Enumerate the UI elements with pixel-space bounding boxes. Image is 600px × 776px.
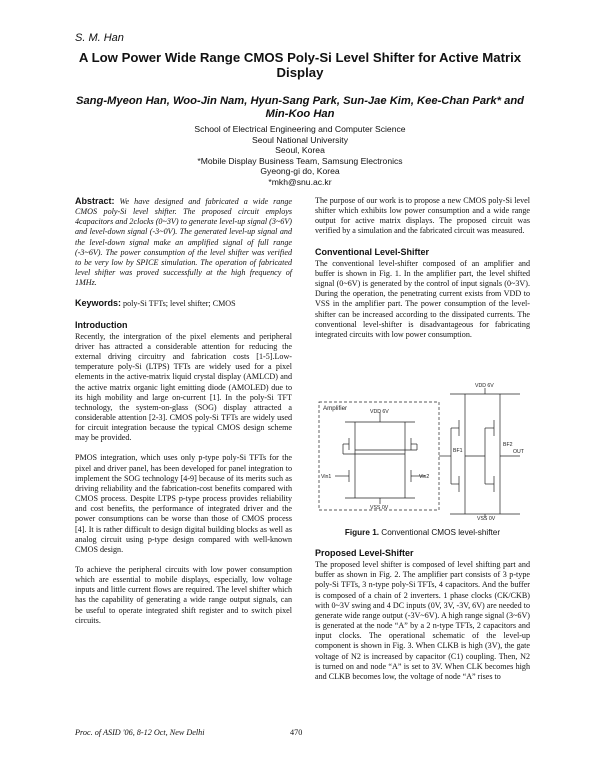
- paper-title: A Low Power Wide Range CMOS Poly-Si Level Shifter for Active Matrix Display: [78, 50, 522, 80]
- affiliation-line: School of Electrical Engineering and Computer Science: [194, 124, 406, 134]
- proposed-section: [315, 548, 530, 692]
- amplifier-box: [319, 402, 439, 510]
- bf1-label: BF1: [453, 448, 463, 454]
- abstract: [75, 196, 292, 288]
- vdd-inner-label: VDD 6V: [370, 409, 389, 415]
- conventional-paragraph: The conventional level-shifter composed of an amplifier and buffer is shown in Fig. 1. In the amplifier part, the level shifted signal (0~6V) is generated by the control of input signals (0~3V). During the operation, the penetrating current exists from VDD to VSS in the amplifier part. The power consumption of the level-shifter can be increased according to the dissipated currents. The conventional level-shifter is disadvantageous for fabricating integrated circuits with low power consumption.: [315, 258, 530, 339]
- keywords-text: poly-Si TFTs; level shifter; CMOS: [123, 299, 236, 309]
- intro-paragraph-1: Recently, the intergration of the pixel elements and peripheral driver has attracted a considerable attention for reducing the external driving circuitry and fabrication costs [1-5].Low-temperature poly-Si (LTPS) TFTs are widely used for a pixel elements in the active-matrix liquid crystal display (AMLCD) and the active matrix organic light emitting diode (AMOLED) due to its high mobility and large on-current [1]. In the poly-Si TFT technology, the system-on-glass (SOG) display attracted a considerable attention [2-3]. CMOS poly-Si TFTs are widely used for circuit integration because the typical CMOS design scheme may be provided.: [75, 331, 292, 443]
- abstract-text: We have designed and fabricated a wide range CMOS poly-Si level shifter. The proposed circuit employs 4capacitors and 2clocks (0~3V) to generate level-up signal (3~6V) and level-down signal (-3~0V). The generated level-up signal and the level-down signal make an amplified signal of full range (-3~6V). The power consumption of the level shifter was verified to be very low by SPICE simulation. The operation of fabricated level shifter was proved successfully at the high frequency of 1MHz.: [75, 197, 292, 288]
- vss-bottom-label: VSS 0V: [477, 516, 496, 520]
- section-heading-introduction: Introduction: [75, 319, 128, 330]
- vin1-label: Vin1: [321, 474, 332, 480]
- intro-paragraph-3: To achieve the peripheral circuits with low power consumption which are essential to mobile displays, especially, low voltage inputs and little current flows are required. The level shifter which has the capability of generating a wide range output signals, can be useful to operate integrated shift register and to switch pixel circuits.: [75, 565, 292, 625]
- keywords-label: Keywords:: [75, 298, 122, 309]
- purpose-paragraph: The purpose of our work is to propose a new CMOS poly-Si level shifter which exhibits low power consumption and a wide range output for active matrix displays. The proposed circuit was verified by a simulation and the fabricated circuit was measured.: [315, 196, 530, 236]
- figure-1-caption: [315, 528, 530, 537]
- vdd-top-label: VDD 6V: [475, 383, 494, 389]
- out-label: OUT: [513, 449, 524, 455]
- amplifier-label: Amplifier: [323, 405, 348, 412]
- figure-1-caption-label: Figure 1.: [344, 528, 380, 537]
- abstract-label: Abstract:: [75, 196, 115, 206]
- affiliation-line: Gyeong-gi do, Korea: [260, 166, 340, 177]
- vin2-label: Vin2: [419, 474, 430, 480]
- section-heading-proposed: Proposed Level-Shifter: [315, 548, 414, 558]
- affiliation-line: Seoul National University: [251, 134, 348, 145]
- proposed-paragraph: The proposed level shifter is composed of level shifting part and buffer as shown in Fig. 2. The amplifier part consists of 3 p-type poly-Si TFTs, 3 n-type poly-Si TFTs, 4 capacitors. And the buffer is composed of a chain of 2 inverters. 1 phase clocks (CK/CKB) with 0~3V swing and 4 DC inputs (0V, 3V, -3V, 6V) are needed to generate wide range output (-3V~6V). A high range signal (3~6V) is generated at the node “A” by a 2 n-type TFTs, 2 capacitors and input clocks. The operational schematic of the level-up component is shown in Fig. 3. When CLKB is high (3V), the gate voltage of N2 is increased by capacitor (C1) coupling. Then, N2 is turned on and node “A” is set to 3V. When CLK becomes high and CLKB becomes low, the voltage of node “A” rises to: [315, 560, 530, 681]
- footer-page-number: 470: [290, 728, 303, 737]
- author-list: Sang-Myeon Han, Woo-Jin Nam, Hyun-Sang Park, Sun-Jae Kim, Kee-Chan Park* and Min-Koo Han: [75, 95, 524, 120]
- affiliation-line: Seoul, Korea: [275, 145, 325, 156]
- section-heading-conventional: Conventional Level-Shifter: [315, 246, 430, 257]
- affiliation-block: [90, 124, 510, 188]
- figure-1-caption-text: Conventional CMOS level-shifter: [379, 528, 501, 537]
- footer-conference: Proc. of ASID '06, 8-12 Oct, New Delhi: [75, 728, 205, 737]
- bf2-label: BF2: [503, 442, 513, 448]
- affiliation-line: *Mobile Display Business Team, Samsung Electronics: [197, 155, 403, 166]
- intro-paragraph-2: PMOS integration, which uses only p-type poly-Si TFTs for the pixel and driver panel, has been developed for panel integration to implement the SOG technology [4-9] because of its merits such as driving reliability and the fabrication-cost benefits compared with CMOS process. Despite LTPS p-type process provides reliability and cost benefits, the performance of integrated driver and the power consumptions can be worse than those of CMOS process [4]. It is rather difficult to design digital building blocks as well as analog circuit using p-type design compared with well-known CMOS design.: [75, 453, 292, 554]
- right-column: [315, 196, 530, 350]
- running-header: S. M. Han: [75, 32, 124, 44]
- figure-1-schematic: [315, 380, 530, 520]
- affiliation-email: *mkh@snu.ac.kr: [268, 176, 332, 187]
- keywords: [75, 298, 292, 309]
- left-column: [75, 196, 292, 636]
- vss-inner-label: VSS 0V: [370, 505, 389, 511]
